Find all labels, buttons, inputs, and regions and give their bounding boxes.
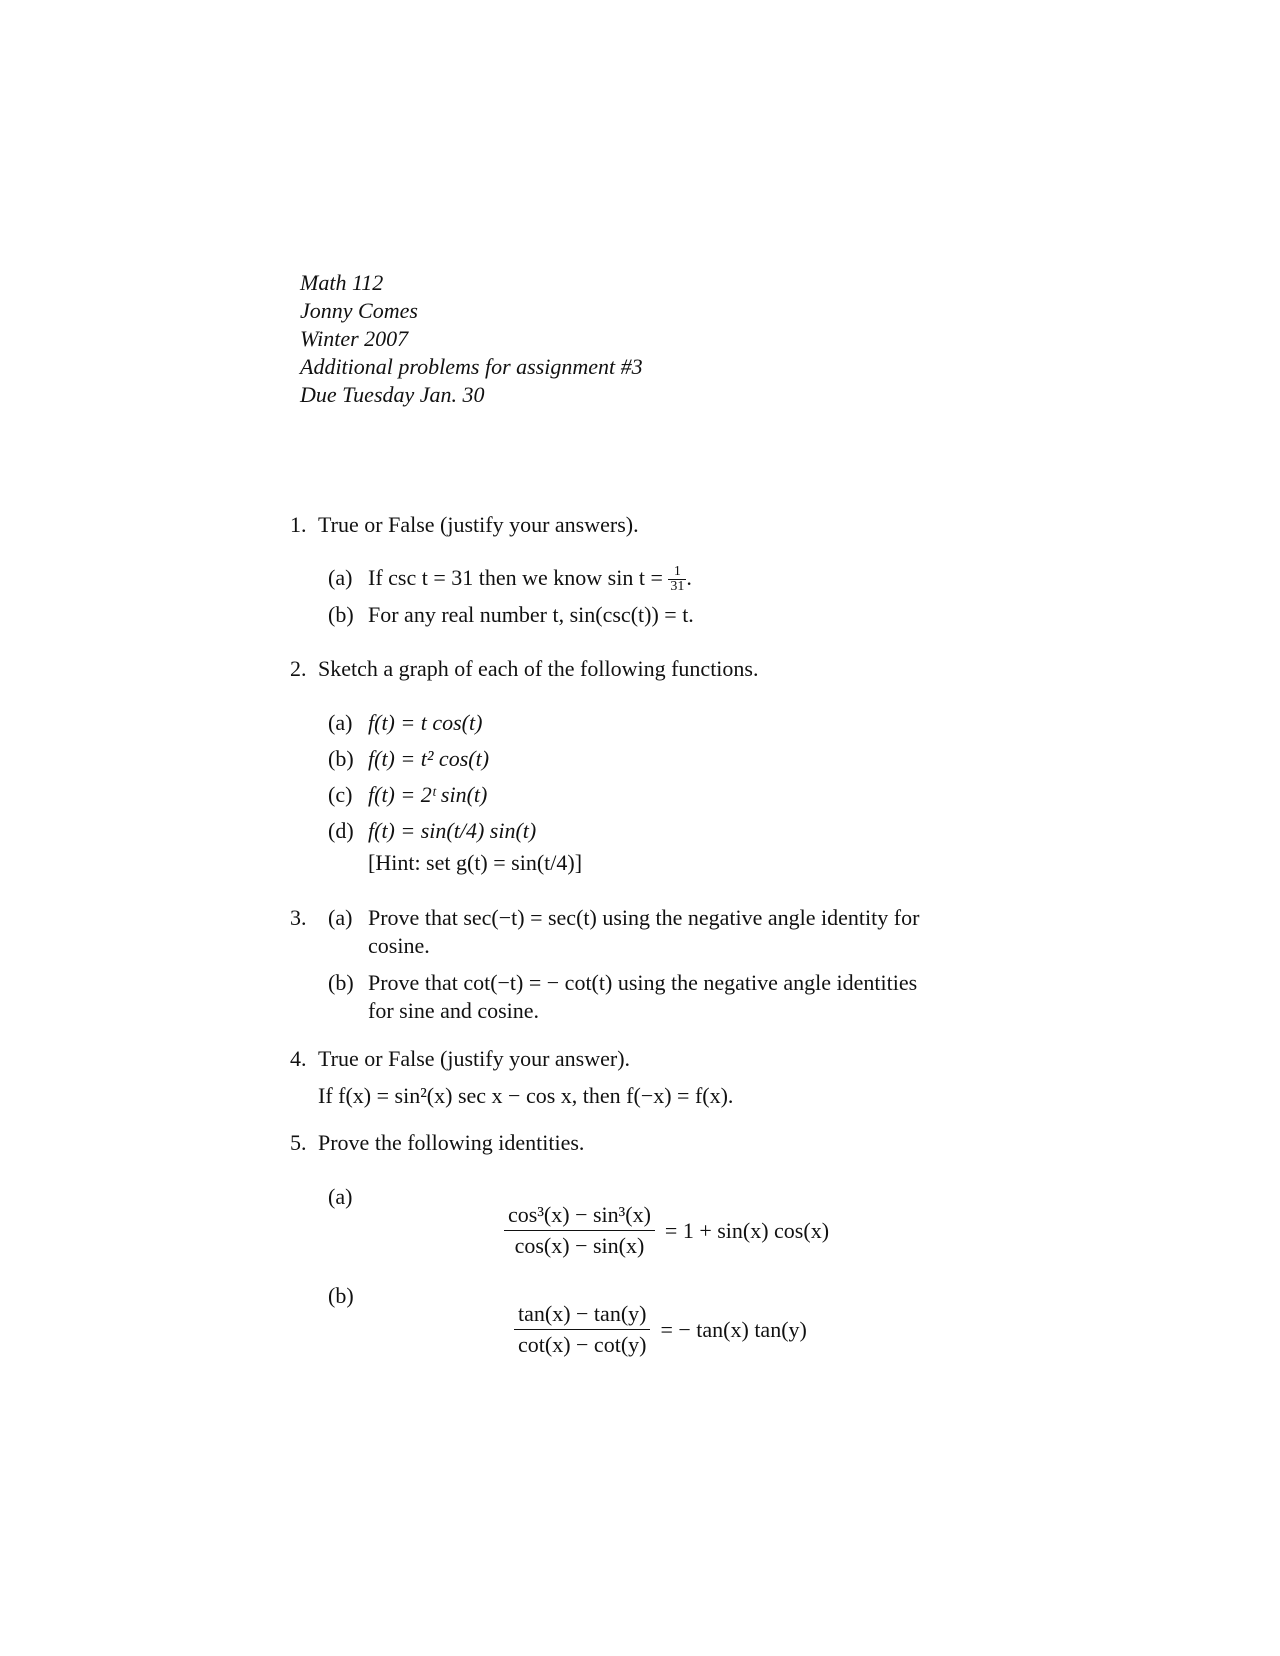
problem-2-number: 2. xyxy=(290,656,307,681)
problem-3a-line1: Prove that sec(−t) = sec(t) using the negative angle identity for xyxy=(368,905,920,930)
identity-a-rhs: = 1 + sin(x) cos(x) xyxy=(664,1217,830,1243)
identity-b-numerator: tan(x) − tan(y) xyxy=(514,1301,650,1330)
term: Winter 2007 xyxy=(300,326,409,351)
problem-4-prompt: True or False (justify your answer). xyxy=(318,1046,631,1071)
problem-2a-label: (a) xyxy=(328,710,353,735)
problem-2c-text: f(t) = 2ᵗ sin(t) xyxy=(368,782,488,807)
problem-1-prompt: True or False (justify your answers). xyxy=(318,512,639,537)
identity-a-numerator: cos³(x) − sin³(x) xyxy=(504,1202,655,1231)
fraction-numerator: 1 xyxy=(668,565,686,580)
problem-5-number: 5. xyxy=(290,1130,307,1155)
problem-1a-statement: If csc t = 31 then we know sin t = xyxy=(368,565,663,590)
problem-2d-label: (d) xyxy=(328,818,354,843)
problem-2d-text: f(t) = sin(t/4) sin(t) xyxy=(368,818,537,843)
identity-b-rhs: = − tan(x) tan(y) xyxy=(660,1316,807,1342)
course-name: Math 112 xyxy=(300,270,384,295)
problem-2b-text: f(t) = t² cos(t) xyxy=(368,746,490,771)
problem-2a-text: f(t) = t cos(t) xyxy=(368,710,483,735)
fraction-denominator: 31 xyxy=(670,579,685,595)
identity-a xyxy=(504,1202,829,1259)
problem-1b-label: (b) xyxy=(328,602,354,627)
identity-b xyxy=(514,1301,807,1358)
problem-2-prompt: Sketch a graph of each of the following functions. xyxy=(318,656,759,681)
identity-a-fraction xyxy=(504,1202,655,1259)
problem-1a-label: (a) xyxy=(328,565,353,590)
identity-a-denominator: cos(x) − sin(x) xyxy=(514,1233,645,1258)
instructor-name: Jonny Comes xyxy=(300,298,418,323)
problem-3a-label: (a) xyxy=(328,905,353,930)
problem-2c-label: (c) xyxy=(328,782,353,807)
problem-5a-label: (a) xyxy=(328,1184,353,1209)
problem-3a-line2: cosine. xyxy=(368,933,430,958)
problem-1a-period: . xyxy=(686,565,692,590)
problem-5-prompt: Prove the following identities. xyxy=(318,1130,585,1155)
problem-1-number: 1. xyxy=(290,512,307,537)
due-date: Due Tuesday Jan. 30 xyxy=(300,382,485,407)
problem-1a-text xyxy=(368,565,692,594)
problem-2d-hint: [Hint: set g(t) = sin(t/4)] xyxy=(368,850,583,875)
identity-b-fraction xyxy=(514,1301,650,1358)
problem-1b-text: For any real number t, sin(csc(t)) = t. xyxy=(368,602,694,627)
fraction-one-over-31 xyxy=(668,565,686,594)
assignment-title: Additional problems for assignment #3 xyxy=(300,354,643,379)
problem-3b-line1: Prove that cot(−t) = − cot(t) using the negative angle identities xyxy=(368,970,918,995)
problem-2b-label: (b) xyxy=(328,746,354,771)
problem-3b-label: (b) xyxy=(328,970,354,995)
identity-b-denominator: cot(x) − cot(y) xyxy=(518,1332,647,1357)
problem-3b-line2: for sine and cosine. xyxy=(368,998,540,1023)
problem-4-number: 4. xyxy=(290,1046,307,1071)
problem-5b-label: (b) xyxy=(328,1283,354,1308)
problem-4-statement: If f(x) = sin²(x) sec x − cos x, then f(−x) = f(x). xyxy=(318,1083,734,1108)
problem-3-number: 3. xyxy=(290,905,307,930)
